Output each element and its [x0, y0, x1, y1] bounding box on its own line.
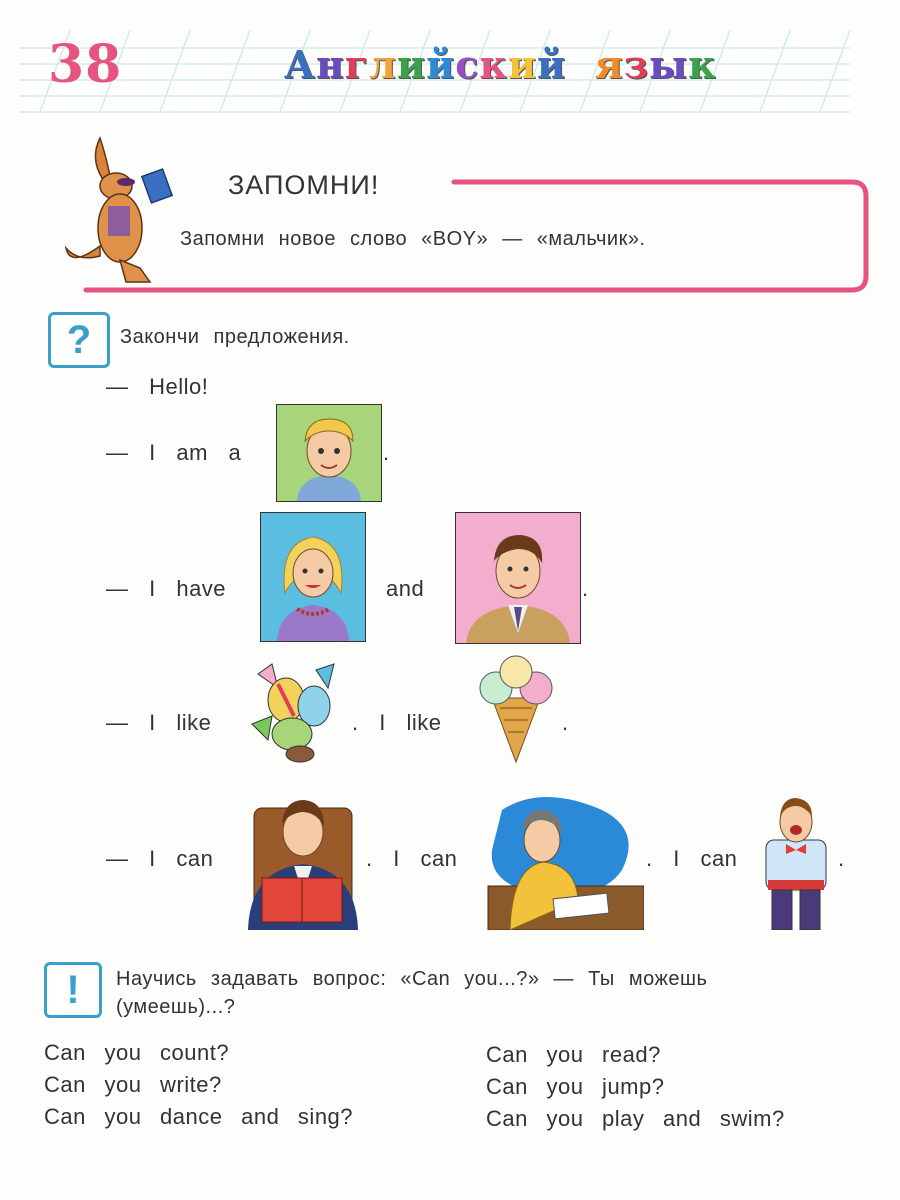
line-i-can-3: . I can: [646, 846, 738, 871]
title-letter: з: [623, 42, 650, 87]
page-number: 38: [48, 34, 123, 95]
phrase-left-2: Can you write?: [44, 1072, 222, 1097]
line-i-like-end: .: [562, 710, 569, 735]
remember-text: Запомни новое слово «BOY» — «мальчик».: [180, 228, 646, 250]
title-letter: я: [594, 42, 624, 87]
candies-picture: [238, 654, 352, 768]
ice-cream-picture: [474, 650, 558, 764]
title-letter: г: [344, 42, 370, 87]
title-letter: ы: [649, 42, 689, 87]
line-hello: — Hello!: [106, 374, 209, 399]
title-letter: [566, 42, 594, 87]
boy-singing-picture: [756, 796, 836, 930]
exclamation-badge: !: [44, 962, 102, 1018]
phrase-left-3: Can you dance and sing?: [44, 1104, 354, 1129]
line-and: and: [386, 576, 425, 601]
line-i-have: — I have: [106, 576, 227, 601]
title-letter: л: [369, 42, 397, 87]
title-letter: А: [284, 42, 316, 87]
line-i-have-end: .: [582, 576, 589, 601]
remember-heading: ЗАПОМНИ!: [228, 170, 380, 200]
father-portrait-picture: [455, 512, 581, 644]
line-i-can-2: . I can: [366, 846, 458, 871]
kangaroo-reading-illustration: [60, 128, 180, 288]
line-i-can-end: .: [838, 846, 845, 871]
title-letter: н: [315, 42, 345, 87]
title-letter: с: [455, 42, 480, 87]
phrase-right-3: Can you play and swim?: [486, 1106, 785, 1131]
learn-text-line1: Научись задавать вопрос: «Can you...?» — Ты можешь: [116, 968, 708, 990]
line-i-can-1: — I can: [106, 846, 214, 871]
boy-portrait-picture: [276, 404, 382, 502]
boy-writing-picture: [482, 790, 644, 930]
exercise-instruction: Закончи предложения.: [120, 326, 350, 348]
phrase-right-2: Can you jump?: [486, 1074, 665, 1099]
learn-text-line2: (умеешь)...?: [116, 996, 236, 1018]
line-i-like-1: — I like: [106, 710, 212, 735]
title-letter: к: [479, 42, 508, 87]
title-letter: к: [688, 42, 717, 87]
page-title: [284, 42, 717, 87]
man-reading-picture: [240, 778, 366, 930]
title-letter: и: [396, 42, 427, 87]
line-i-like-2: . I like: [352, 710, 442, 735]
title-letter: и: [507, 42, 538, 87]
mother-portrait-picture: [260, 512, 366, 642]
title-letter: й: [537, 42, 567, 87]
phrase-left-1: Can you count?: [44, 1040, 230, 1065]
phrase-right-1: Can you read?: [486, 1042, 661, 1067]
line-i-am-end: .: [383, 440, 390, 465]
title-letter: й: [426, 42, 456, 87]
question-badge: ?: [48, 312, 110, 368]
line-i-am: — I am a: [106, 440, 242, 465]
